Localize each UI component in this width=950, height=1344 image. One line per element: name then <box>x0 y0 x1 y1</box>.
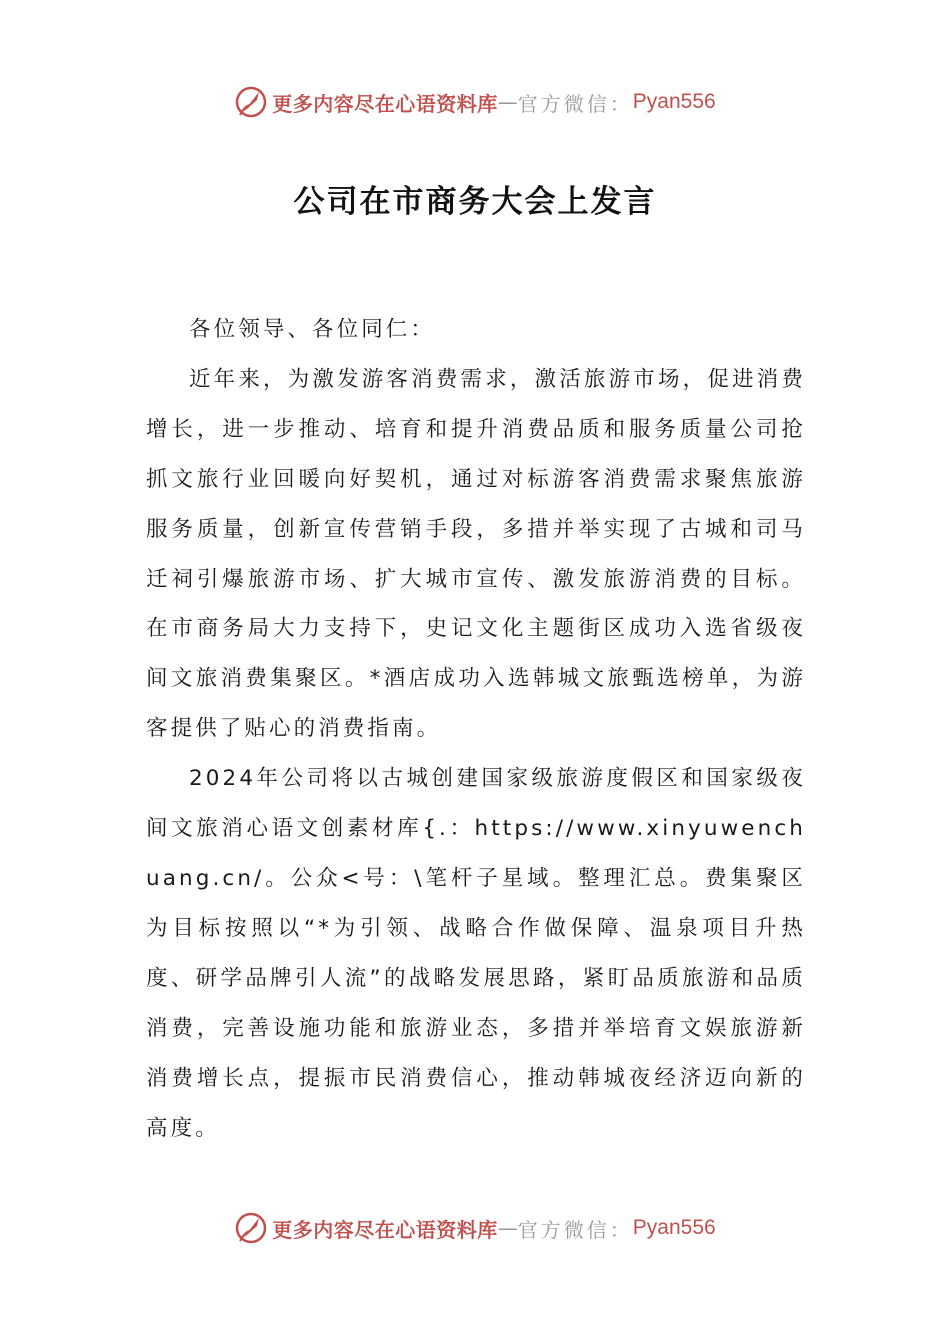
quill-logo-icon <box>234 1211 268 1245</box>
watermark-brand-text: 更多内容尽在心语资料库 <box>272 1217 498 1242</box>
watermark-dash: — <box>497 1216 518 1240</box>
watermark-header <box>0 82 950 122</box>
watermark-wechat-id: Pyan556 <box>632 1216 716 1239</box>
paragraph: 2024年公司将以古城创建国家级旅游度假区和国家级夜间文旅消心语文创素材库{.：https://www.xinyuwenchuang.cn/。公众<号：\笔杆子星域。整理汇总。费集聚区为目标按照以“*为引领、战略合作做保障、温泉项目升热度、研学品牌引人流”的战略发展思路，紧盯品质旅游和品质消费，完善设施功能和旅游业态，多措并举培育文娱旅游新消费增长点，提振市民消费信心，推动韩城夜经济迈向新的高度。 <box>146 766 806 1141</box>
watermark-dash: — <box>497 90 518 114</box>
watermark-sub-text: 官方微信： <box>517 1217 633 1242</box>
watermark-footer <box>0 1208 950 1248</box>
paragraph: 近年来，为激发游客消费需求，激活旅游市场，促进消费增长，进一步推动、培育和提升消费品质和服务质量公司抢抓文旅行业回暖向好契机，通过对标游客消费需求聚焦旅游服务质量，创新宣传营销手段，多措并举实现了古城和司马迁祠引爆旅游市场、扩大城市宣传、激发旅游消费的目标。在市商务局大力支持下，史记文化主题街区成功入选省级夜间文旅消费集聚区。*酒店成功入选韩城文旅甄选榜单，为游客提供了贴心的消费指南。 <box>146 366 806 742</box>
document-title: 公司在市商务大会上发言 <box>293 184 657 220</box>
watermark-brand-text: 更多内容尽在心语资料库 <box>272 91 498 116</box>
watermark-sub-text: 官方微信： <box>517 91 633 116</box>
document-body <box>146 305 806 1153</box>
quill-logo-icon <box>234 85 268 119</box>
watermark-wechat-id: Pyan556 <box>632 90 716 113</box>
paragraph-salutation: 各位领导、各位同仁： <box>189 317 436 342</box>
